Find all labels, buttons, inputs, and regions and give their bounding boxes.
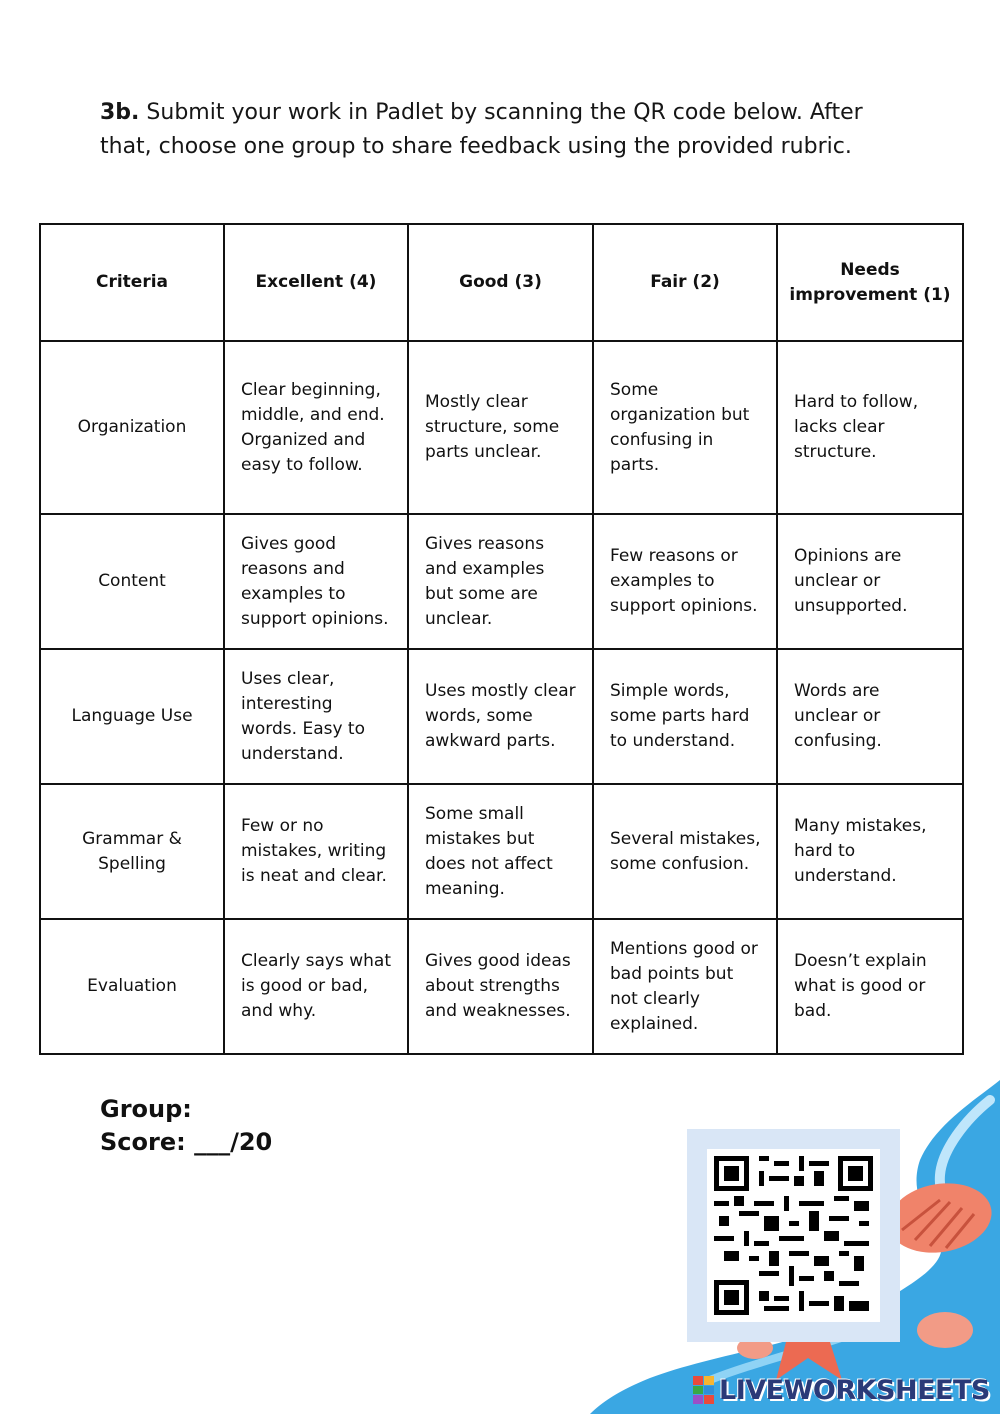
fair-cell: Several mistakes, some confusion. [593, 784, 777, 919]
fair-cell: Some organization but confusing in parts. [593, 341, 777, 514]
table-row [40, 784, 963, 919]
excellent-cell: Clear beginning, middle, and end. Organized and easy to follow. [224, 341, 408, 514]
fair-cell: Simple words, some parts hard to understand. [593, 649, 777, 784]
task-number: 3b. [100, 100, 140, 125]
good-cell: Some small mistakes but does not affect meaning. [408, 784, 593, 919]
criterion-cell: Organization [40, 341, 224, 514]
excellent-cell: Uses clear, interesting words. Easy to understand. [224, 649, 408, 784]
qr-code-card [707, 1149, 880, 1322]
excellent-cell: Gives good reasons and examples to support opinions. [224, 514, 408, 649]
needs-cell: Doesn’t explain what is good or bad. [777, 919, 963, 1054]
excellent-cell: Few or no mistakes, writing is neat and clear. [224, 784, 408, 919]
qr-code-frame [687, 1129, 900, 1342]
header-needs-improvement: Needs improvement (1) [777, 224, 963, 341]
needs-cell: Opinions are unclear or unsupported. [777, 514, 963, 649]
good-cell: Uses mostly clear words, some awkward parts. [408, 649, 593, 784]
header-fair: Fair (2) [593, 224, 777, 341]
qr-code-icon[interactable] [714, 1156, 873, 1315]
table-row [40, 919, 963, 1054]
brand-name: LIVEWORKSHEETS [719, 1374, 990, 1406]
liveworksheets-logo-icon [693, 1376, 715, 1404]
table-row [40, 649, 963, 784]
criterion-cell: Language Use [40, 649, 224, 784]
needs-cell: Many mistakes, hard to understand. [777, 784, 963, 919]
qr-finder-top-left [714, 1156, 749, 1191]
excellent-cell: Clearly says what is good or bad, and why. [224, 919, 408, 1054]
fair-cell: Mentions good or bad points but not clearly explained. [593, 919, 777, 1054]
table-row [40, 514, 963, 649]
qr-finder-top-right [838, 1156, 873, 1191]
needs-cell: Words are unclear or confusing. [777, 649, 963, 784]
criterion-cell: Grammar & Spelling [40, 784, 224, 919]
instructions-text: Submit your work in Padlet by scanning the QR code below. After that, choose one group to share feedback using the provided rubric. [100, 100, 863, 159]
header-excellent: Excellent (4) [224, 224, 408, 341]
good-cell: Gives reasons and examples but some are unclear. [408, 514, 593, 649]
rubric-header-row [40, 224, 963, 341]
criterion-cell: Content [40, 514, 224, 649]
qr-finder-bottom-left [714, 1280, 749, 1315]
score-label: Score: ___/20 [100, 1128, 273, 1156]
fair-cell: Few reasons or examples to support opinions. [593, 514, 777, 649]
instructions-paragraph [100, 96, 890, 164]
needs-cell: Hard to follow, lacks clear structure. [777, 341, 963, 514]
good-cell: Mostly clear structure, some parts unclear. [408, 341, 593, 514]
brand-logo [693, 1370, 990, 1410]
group-label: Group: [100, 1095, 192, 1123]
header-criteria: Criteria [40, 224, 224, 341]
good-cell: Gives good ideas about strengths and weaknesses. [408, 919, 593, 1054]
criterion-cell: Evaluation [40, 919, 224, 1054]
score-block [100, 1093, 272, 1159]
header-good: Good (3) [408, 224, 593, 341]
rubric-table [39, 223, 964, 1055]
table-row [40, 341, 963, 514]
